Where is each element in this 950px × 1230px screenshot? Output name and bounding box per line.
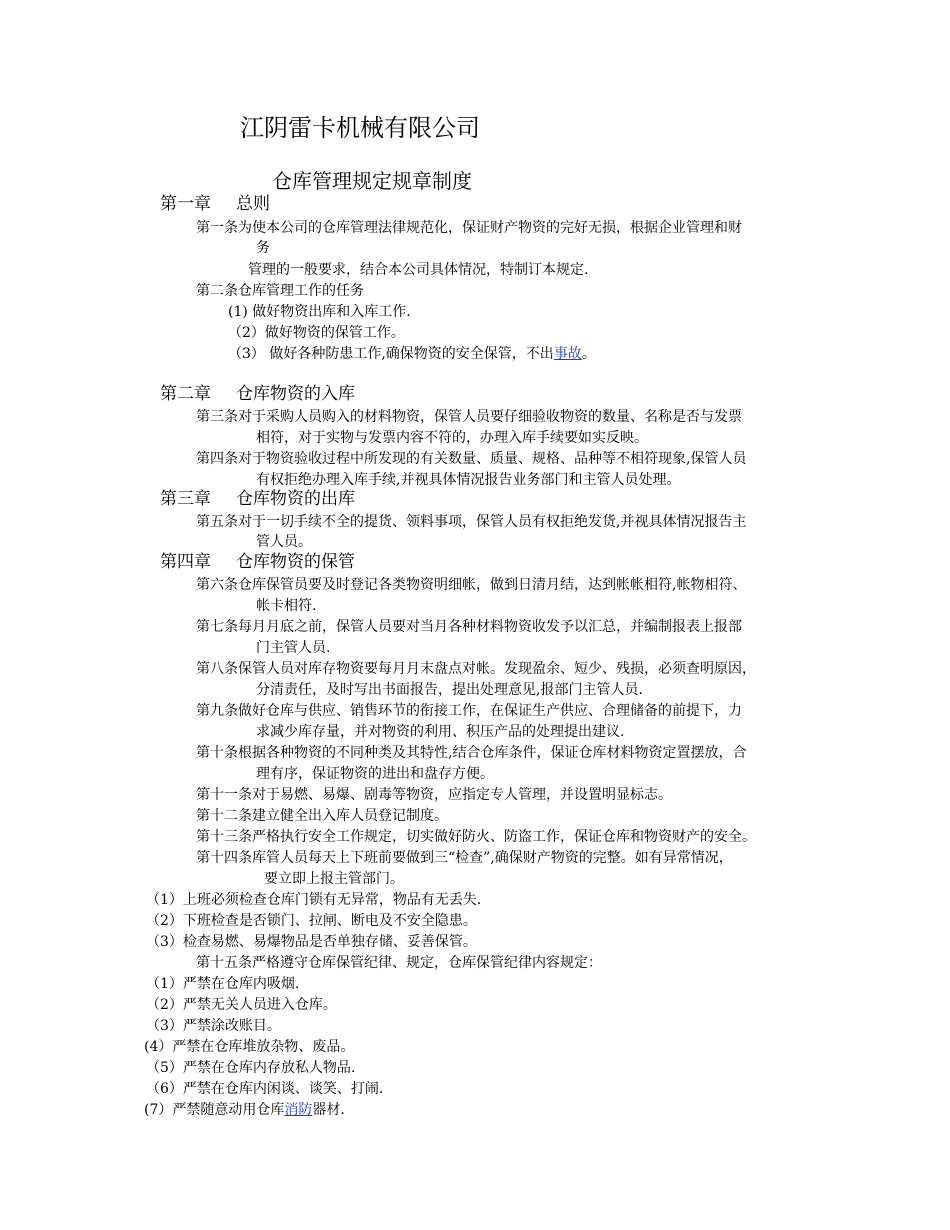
article-8-line-2: 分清责任，及时写出书面报告，提出处理意见,报部门主管人员. [256, 682, 643, 698]
article-9-line-2: 求减少库存量，并对物资的利用、积压产品的处理提出建议. [256, 724, 625, 740]
article-12: 第十二条建立健全出入库人员登记制度。 [196, 808, 448, 824]
article-6-line-2: 帐卡相符. [256, 598, 317, 614]
task-item-3 [228, 344, 596, 364]
article-15: 第十五条严格遵守仓库保管纪律、规定，仓库保管纪律内容规定： [196, 955, 602, 971]
rule-item-2: （2）严禁无关人员进入仓库。 [146, 997, 337, 1013]
accident-link[interactable]: 事故 [553, 346, 582, 362]
rule-item-7-text: (7）严禁随意动用仓库 [144, 1102, 285, 1118]
company-name: 江阴雷卡机械有限公司 [240, 114, 480, 142]
task-item-1: (1) 做好物资出库和入库工作. [228, 304, 411, 320]
document-title: 仓库管理规定规章制度 [272, 169, 472, 193]
rule-item-7 [144, 1100, 345, 1120]
rule-item-6: （6）严禁在仓库内闲谈、谈笑、打闹. [146, 1081, 384, 1097]
article-6-line-1: 第六条仓库保管员要及时登记各类物资明细帐，做到日清月结，达到帐帐相符,帐物相符、 [196, 577, 747, 593]
check-item-1: （1）上班必须检查仓库门锁有无异常，物品有无丢失. [146, 892, 482, 908]
rule-item-3: （3）严禁涂改账目。 [146, 1018, 281, 1034]
article-2: 第二条仓库管理工作的任务 [196, 283, 364, 299]
article-1-line-3: 管理的一般要求，结合本公司具体情况，特制订本规定. [248, 262, 589, 278]
article-13: 第十三条严格执行安全工作规定，切实做好防火、防盗工作，保证仓库和物资财产的安全。 [196, 829, 756, 845]
chapter-name: 总则 [236, 194, 270, 214]
chapter-name: 仓库物资的入库 [236, 384, 355, 404]
article-7-line-1: 第七条每月月底之前，保管人员要对当月各种材料物资收发予以汇总，并编制报表上报部 [196, 619, 742, 635]
rule-item-4: (4）严禁在仓库堆放杂物、废品。 [144, 1039, 355, 1055]
chapter-number: 第三章 [160, 489, 211, 509]
article-1-line-1: 第一条为使本公司的仓库管理法律规范化，保证财产物资的完好无损，根据企业管理和财 [196, 220, 742, 236]
article-8-line-1: 第八条保管人员对库存物资要每月月末盘点对帐。发现盈余、短少、残损，必须查明原因， [196, 661, 756, 677]
check-item-2: （2）下班检查是否锁门、拉闸、断电及不安全隐患。 [146, 913, 477, 929]
chapter-heading [160, 383, 355, 405]
check-item-3: （3）检查易燃、易爆物品是否单独存储、妥善保管。 [146, 934, 477, 950]
article-7-line-2: 门主管人员. [256, 640, 331, 656]
article-10-line-2: 理有序，保证物资的进出和盘存方便。 [256, 766, 494, 782]
article-5-line-1: 第五条对于一切手续不全的提货、领料事项，保管人员有权拒绝发货,并视具体情况报告主 [196, 514, 747, 530]
task-item-3-end: 。 [581, 346, 596, 362]
task-item-2: （2）做好物资的保管工作。 [228, 325, 405, 341]
article-4-line-2: 有权拒绝办理入库手续,并视具体情况报告业务部门和主管人员处理。 [256, 472, 681, 488]
article-3-line-2: 相符，对于实物与发票内容不符的，办理入库手续要如实反映。 [256, 430, 648, 446]
article-14-line-2: 要立即上报主管部门。 [264, 871, 404, 887]
rule-item-1: （1）严禁在仓库内吸烟. [146, 976, 300, 992]
article-1-line-2: 务 [256, 240, 270, 256]
chapter-number: 第二章 [160, 384, 211, 404]
article-9-line-1: 第九条做好仓库与供应、销售环节的衔接工作，在保证生产供应、合理储备的前提下，力 [196, 703, 742, 719]
article-11: 第十一条对于易燃、易爆、剧毒等物资，应指定专人管理，并设置明显标志。 [196, 787, 672, 803]
chapter-name: 仓库物资的保管 [236, 552, 355, 572]
rule-item-5: （5）严禁在仓库内存放私人物品. [146, 1060, 356, 1076]
article-10-line-1: 第十条根据各种物资的不同种类及其特性,结合仓库条件，保证仓库材料物资定置摆放，合 [196, 745, 747, 761]
article-3-line-1: 第三条对于采购人员购入的材料物资，保管人员要仔细验收物资的数量、名称是否与发票 [196, 409, 742, 425]
article-4-line-1: 第四条对于物资验收过程中所发现的有关数量、质量、规格、品种等不相符现象,保管人员 [196, 451, 747, 467]
article-5-line-2: 管人员。 [256, 534, 312, 550]
chapter-heading [160, 193, 270, 215]
fire-protection-link[interactable]: 消防 [284, 1102, 313, 1118]
task-item-3-text: （3） 做好各种防患工作,确保物资的安全保管，不出 [228, 346, 554, 362]
article-14-line-1: 第十四条库管人员每天上下班前要做到三“检查”,确保财产物资的完整。如有异常情况， [196, 850, 733, 866]
chapter-number: 第一章 [160, 194, 211, 214]
chapter-heading [160, 551, 355, 573]
chapter-name: 仓库物资的出库 [236, 489, 355, 509]
rule-item-7-end: 器材. [312, 1102, 345, 1118]
chapter-heading [160, 488, 355, 510]
chapter-number: 第四章 [160, 552, 211, 572]
